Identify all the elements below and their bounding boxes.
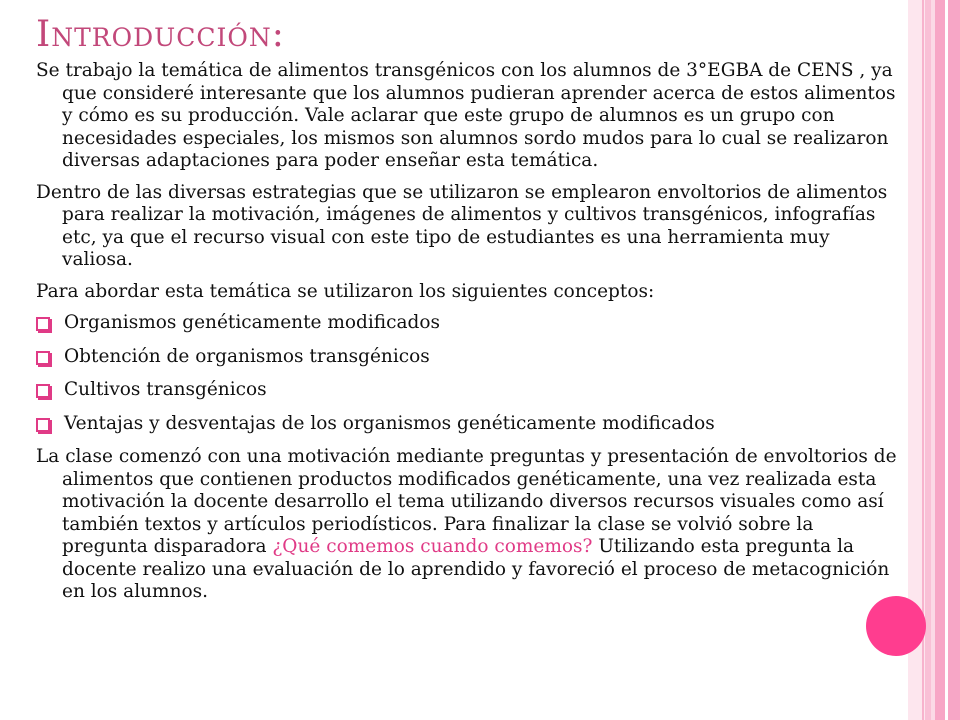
hollow-square-bullet-icon [36, 418, 50, 432]
closing-text: La clase comenzó con una motivación mediante preguntas y presentación de envoltorios de alimentos que contienen productos modificados genéticamente, una vez realizada esta motivación la docente desarrollo el tema utilizando diversos recursos visuales como así también textos y artículos periodísticos. Para finalizar la clase se volvió sobre la pregunta disparadora [36, 446, 897, 557]
paragraph-closing [36, 446, 898, 604]
closing-text-end: Utilizando esta pregunta la docente realizo una evaluación de lo aprendido y favoreció el proceso de metacognición en los alumnos. [62, 536, 890, 602]
key-question: ¿Qué comemos cuando comemos? [272, 536, 593, 557]
list-item-text: Cultivos transgénicos [64, 379, 267, 400]
paragraph-strategies: Dentro de las diversas estrategias que se utilizaron se emplearon envoltorios de alimentos para realizar la motivación, imágenes de alimentos y cultivos transgénicos, infografías etc, ya que el recurso visual con este tipo de estudiantes es una herramienta muy valiosa. [36, 181, 888, 270]
concepts-list [36, 312, 898, 435]
list-item [36, 413, 898, 436]
list-item-text: Obtención de organismos transgénicos [64, 345, 430, 367]
stripe [948, 0, 960, 720]
slide-title: Introducción: [36, 14, 285, 55]
hollow-square-bullet-icon [36, 384, 50, 398]
list-item-text: Organismos genéticamente modificados [64, 312, 440, 333]
paragraph-intro: Se trabajo la temática de alimentos transgénicos con los alumnos de 3°EGBA de CENS , ya que consideré interesante que los alumnos pudieran aprender acerca de estos alimentos y cómo es su producción. Vale aclarar que este grupo de alumnos es un grupo con necesidades especiales, los mismos son alumnos sordo mudos para lo cual se realizaron diversas adaptaciones para poder enseñar esta temática. [36, 60, 896, 171]
list-item [36, 346, 898, 369]
paragraph-concepts-lead: Para abordar esta temática se utilizaron los siguientes conceptos: [36, 280, 655, 302]
decorative-pink-circle [866, 596, 926, 656]
stripe [935, 0, 945, 720]
hollow-square-bullet-icon [36, 351, 50, 365]
list-item [36, 379, 898, 402]
list-item [36, 312, 898, 335]
hollow-square-bullet-icon [36, 317, 50, 331]
slide-body [36, 60, 898, 613]
list-item-text: Ventajas y desventajas de los organismos genéticamente modificados [64, 412, 715, 434]
